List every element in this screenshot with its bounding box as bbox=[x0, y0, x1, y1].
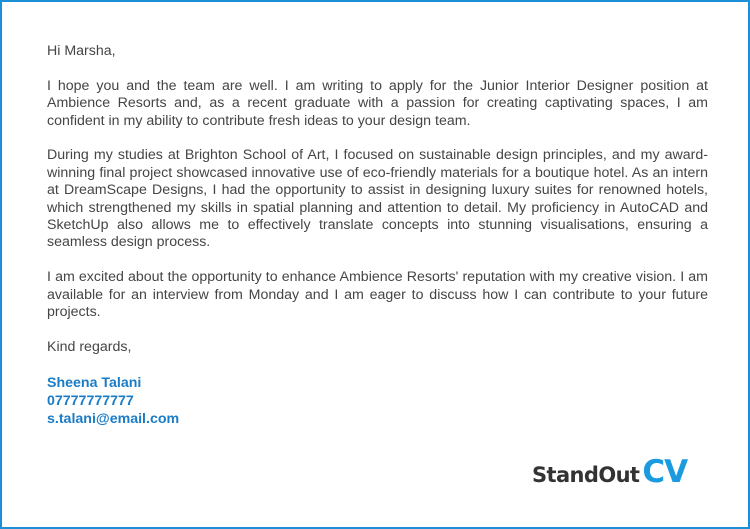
standout-cv-logo bbox=[532, 454, 687, 490]
signature-phone: 07777777777 bbox=[47, 393, 134, 410]
letter-greeting: Hi Marsha, bbox=[47, 43, 116, 59]
letter-body bbox=[47, 43, 708, 428]
letter-paragraph-experience: During my studies at Brighton School of Art, I focused on sustainable design principles, and my award-winning final project showcased innovative use of eco-friendly materials for a boutique hotel. As an intern at DreamScape Designs, I had the opportunity to assist in designing luxury suites for renowned hotels, which strengthened my skills in spatial planning and attention to detail. My proficiency in AutoCAD and SketchUp also allows me to effectively translate concepts into stunning visualisations, ensuring a seamless design process. bbox=[47, 147, 708, 251]
letter-paragraph-closing: I am excited about the opportunity to enhance Ambience Resorts' reputation with my creative vision. I am available for an interview from Monday and I am eager to discuss how I can contribute to your future projects. bbox=[47, 269, 708, 321]
letter-sign-off: Kind regards, bbox=[47, 338, 132, 355]
letter-paragraph-intro: I hope you and the team are well. I am writing to apply for the Junior Interior Designer position at Ambience Resorts and, as a recent graduate with a passion for creating captivating spaces, I am confident in my ability to contribute fresh ideas to your design team. bbox=[47, 77, 708, 129]
signature-name: Sheena Talani bbox=[47, 375, 142, 392]
signature-block bbox=[47, 374, 708, 428]
signature-email: s.talani@email.com bbox=[47, 411, 180, 428]
logo-cv-mark: CV bbox=[642, 454, 688, 490]
logo-wordmark: StandOut bbox=[532, 463, 640, 487]
